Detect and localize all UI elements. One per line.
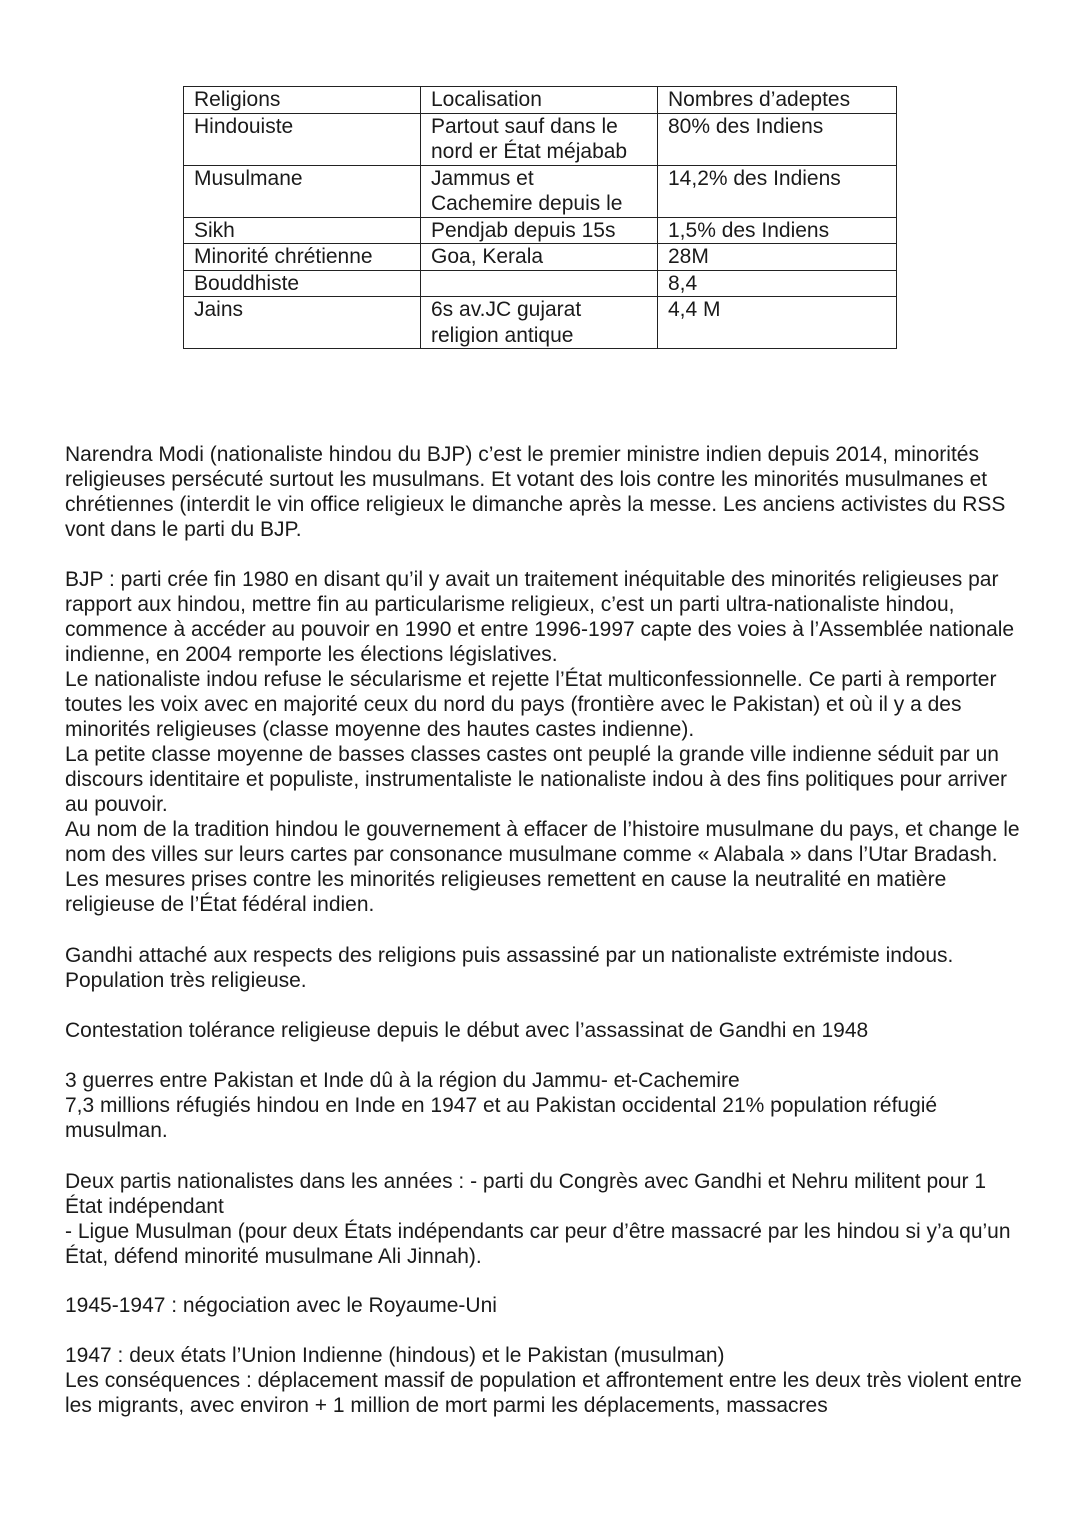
table-row: [184, 270, 897, 297]
table-row: [184, 113, 897, 165]
paragraph-negociation: [65, 1293, 1025, 1318]
paragraph-text: Le nationaliste indou refuse le sécularisme et rejette l’État multiconfessionnelle. Ce parti à remporter toutes les voix avec en majorité ceux du nord du pays (frontière avec le Pakistan) et où il y a des minorités religieuses (classe moyenne des hautes castes indienne).: [65, 668, 997, 741]
paragraph-text: Les conséquences : déplacement massif de population et affrontement entre les deux très violent entre les migrants, avec environ + 1 million de mort parmi les déplacements, massacres: [65, 1369, 1022, 1417]
paragraph-partis: [65, 1169, 1025, 1269]
table-cell: Pendjab depuis 15s: [421, 217, 658, 244]
paragraph-text: Contestation tolérance religieuse depuis le début avec l’assassinat de Gandhi en 1948: [65, 1019, 869, 1042]
table-cell: Jains: [184, 297, 421, 349]
table-cell: 14,2% des Indiens: [658, 165, 897, 217]
paragraph-text: La petite classe moyenne de basses classes castes ont peuplé la grande ville indienne séduit par un discours identitaire et populiste, instrumentaliste le nationaliste indou à des fins politiques pour arriver au pouvoir.: [65, 743, 1008, 816]
table-header-row: [184, 87, 897, 114]
table-cell: 6s av.JC gujarat religion antique: [421, 297, 658, 349]
table-cell: Sikh: [184, 217, 421, 244]
paragraph-modi: [65, 442, 1025, 542]
paragraph-text: 7,3 millions réfugiés hindou en Inde en 1947 et au Pakistan occidental 21% population réfugié musulman.: [65, 1094, 938, 1142]
paragraph-text: Au nom de la tradition hindou le gouvernement à effacer de l’histoire musulmane du pays, et change le nom des villes sur leurs cartes par consonance musulmane comme « Alabala » dans l’Utar Bradash. Les mesures prises contre les minorités religieuses remettent en cause la neutralité en matière religieuse de l’État fédéral indien.: [65, 818, 1020, 916]
table-cell: Goa, Kerala: [421, 244, 658, 271]
table-cell: Jammus et Cachemire depuis le: [421, 165, 658, 217]
table-row: [184, 217, 897, 244]
paragraph-text: BJP : parti crée fin 1980 en disant qu’il y avait un traitement inéquitable des minorités religieuses par rapport aux hindou, mettre fin au particularisme religieux, c’est un parti ultra-nationaliste hindou, commence à accéder au pouvoir en 1990 et entre 1996-1997 capte des voies à l’Assemblée nationale indienne, en 2004 remporte les élections législatives.: [65, 568, 1015, 666]
column-header-religions: Religions: [184, 87, 421, 114]
paragraph-text: 3 guerres entre Pakistan et Inde dû à la région du Jammu- et-Cachemire: [65, 1069, 740, 1092]
table-cell: Bouddhiste: [184, 270, 421, 297]
religions-table: [183, 86, 897, 349]
table-cell: 8,4: [658, 270, 897, 297]
paragraph-text: Population très religieuse.: [65, 969, 307, 992]
paragraph-text: - Ligue Musulman (pour deux États indépendants car peur d’être massacré par les hindou si y’a qu’un État, défend minorité musulmane Ali Jinnah).: [65, 1220, 1011, 1268]
paragraph-text: 1945-1947 : négociation avec le Royaume-Uni: [65, 1294, 497, 1317]
paragraph-text: 1947 : deux états l’Union Indienne (hindous) et le Pakistan (musulman): [65, 1344, 725, 1367]
table-cell: 80% des Indiens: [658, 113, 897, 165]
table-cell: Hindouiste: [184, 113, 421, 165]
paragraph-contestation: [65, 1018, 1025, 1043]
column-header-adeptes: Nombres d’adeptes: [658, 87, 897, 114]
column-header-localisation: Localisation: [421, 87, 658, 114]
table-row: [184, 244, 897, 271]
paragraph-gandhi: [65, 943, 1025, 993]
paragraph-text: Narendra Modi (nationaliste hindou du BJP) c’est le premier ministre indien depuis 2014, minorités religieuses persécuté surtout les musulmans. Et votant des lois contre les minorités musulmanes et chrétiennes (interdit le vin office religieux le dimanche après la messe. Les anciens activistes du RSS vont dans le parti du BJP.: [65, 443, 1006, 541]
table-cell: Minorité chrétienne: [184, 244, 421, 271]
paragraph-1947: [65, 1343, 1025, 1418]
table-cell: [421, 270, 658, 297]
table-row: [184, 297, 897, 349]
table-cell: 28M: [658, 244, 897, 271]
paragraph-bjp: [65, 567, 1025, 917]
table-cell: 1,5% des Indiens: [658, 217, 897, 244]
paragraph-text: Deux partis nationalistes dans les années : - parti du Congrès avec Gandhi et Nehru militent pour 1 État indépendant: [65, 1170, 987, 1218]
paragraph-guerres: [65, 1068, 1025, 1143]
table-cell: Partout sauf dans le nord er État méjabab: [421, 113, 658, 165]
table-row: [184, 165, 897, 217]
paragraph-text: Gandhi attaché aux respects des religions puis assassiné par un nationaliste extrémiste indous.: [65, 944, 954, 967]
table-cell: 4,4 M: [658, 297, 897, 349]
table-cell: Musulmane: [184, 165, 421, 217]
